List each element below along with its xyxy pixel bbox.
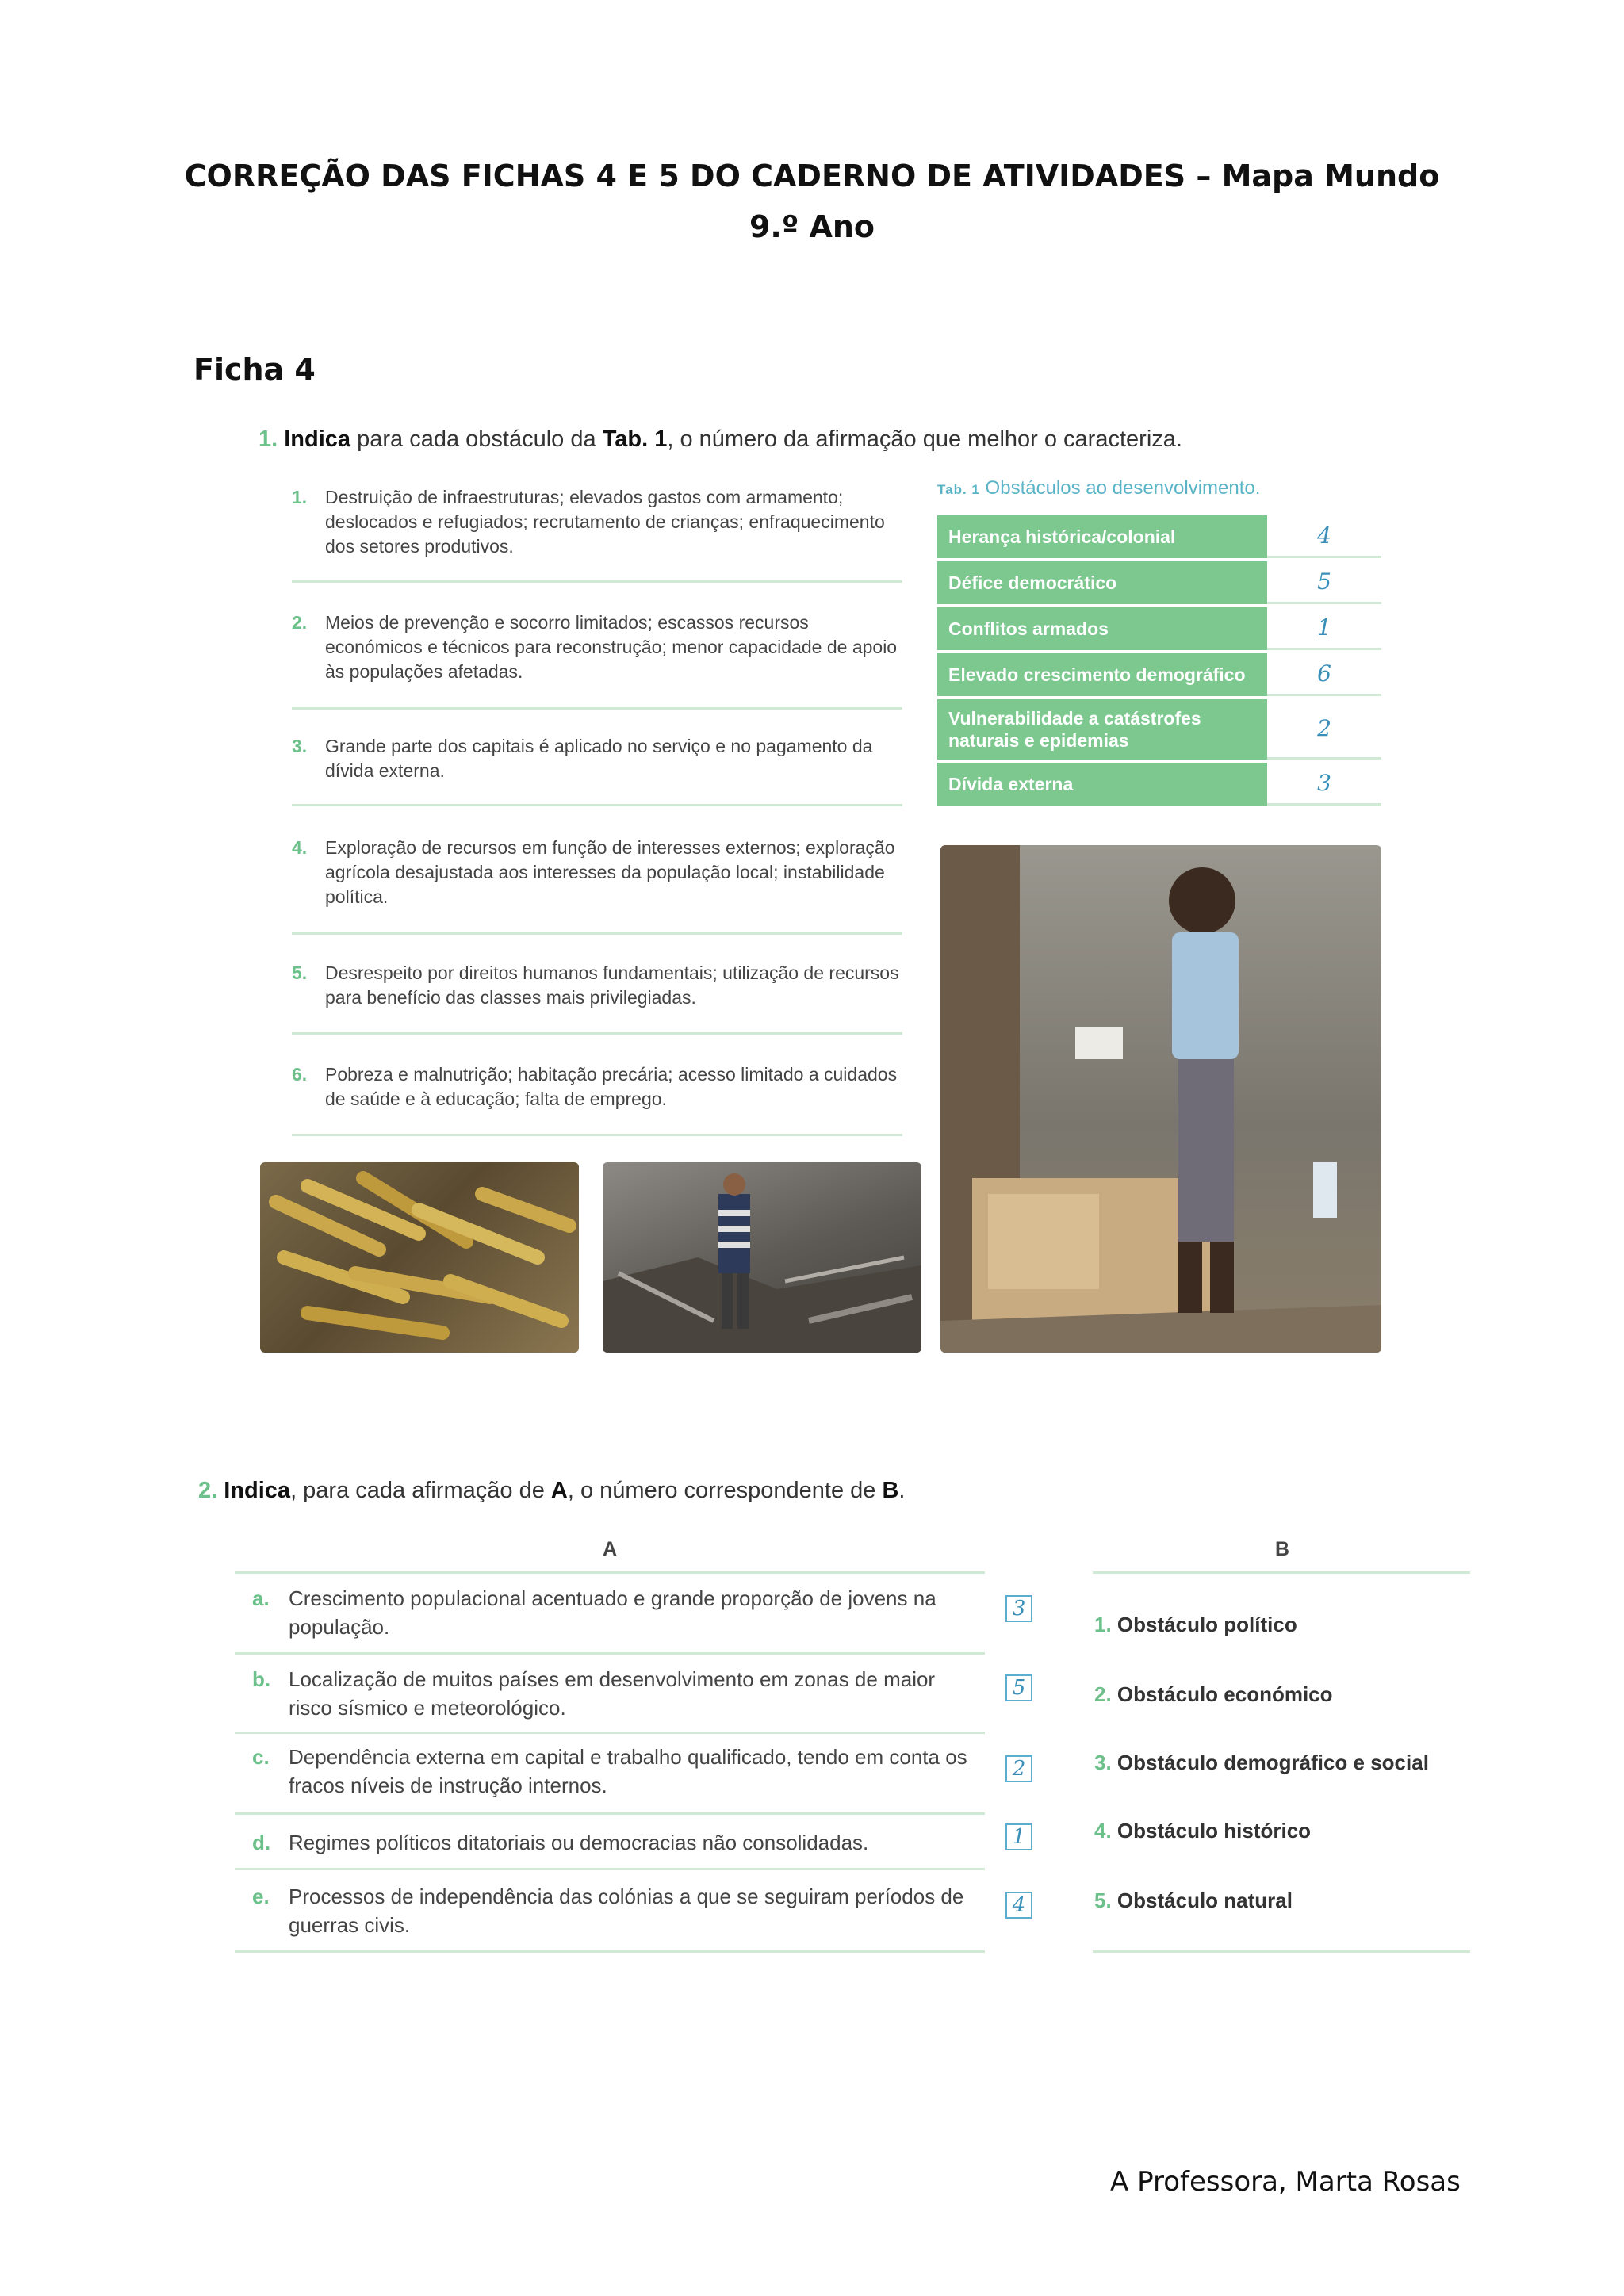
obstacle-cell: Dívida externa [937,763,1267,806]
item-number: 4. [1094,1819,1112,1843]
item-text: Dependência externa em capital e trabalho qualificado, tendo em conta os fracos níveis de instrução internos. [289,1745,967,1797]
debris-icon [603,1162,921,1353]
statement-item [292,610,909,684]
question-2-prompt [198,1478,905,1504]
answer-cell: 3 [1267,763,1381,806]
item-letter: b. [252,1667,271,1691]
answer-box: 3 [1005,1595,1032,1622]
column-a-reference: A [550,1478,568,1503]
item-letter: c. [252,1745,270,1769]
statement-text: Destruição de infraestruturas; elevados gastos com armamento; deslocados e refugiados; recrutamento de crianças; enfraquecimento dos setores produtivos. [325,487,885,557]
statement-text: Meios de prevenção e socorro limitados; escassos recursos económicos e técnicos para reconstrução; menor capacidade de apoio às populações afetadas. [325,612,898,682]
item-number: 5. [1094,1888,1112,1912]
divider [235,1652,985,1655]
column-b-item [1094,1751,1429,1775]
prompt-text: , o número correspondente de [567,1478,883,1503]
table-caption-text: Obstáculos ao desenvolvimento. [985,477,1261,499]
table-row [937,699,1381,760]
question-verb: Indica [284,427,351,452]
statement-number: 6. [292,1064,308,1085]
child-photo [940,845,1381,1353]
table-row [937,515,1381,558]
divider [235,1732,985,1734]
column-b-item [1094,1819,1311,1843]
item-text: Processos de independência das colónias a que se seguiram períodos de guerras civis. [289,1885,964,1937]
column-a-item [235,1584,983,1641]
question-verb: Indica [224,1478,291,1503]
table-row [937,607,1381,650]
column-b-item [1094,1682,1333,1707]
item-letter: d. [252,1831,271,1854]
answer-cell: 1 [1267,607,1381,650]
question-number: 2. [198,1478,218,1503]
column-b-item [1094,1888,1293,1913]
answer-cell: 6 [1267,653,1381,696]
prompt-text: para cada obstáculo da [350,427,603,452]
statement-text: Pobreza e malnutrição; habitação precária; acesso limitado a cuidados de saúde e à educação; falta de emprego. [325,1064,898,1109]
disaster-photo [603,1162,921,1353]
divider [235,1868,985,1870]
divider [235,1950,985,1953]
obstacle-cell: Elevado crescimento demográfico [937,653,1267,696]
divider [292,707,902,710]
column-a-item [235,1665,983,1722]
statement-item [292,961,909,1010]
section-title: Ficha 4 [193,352,316,387]
statement-number: 5. [292,962,308,983]
item-text: Obstáculo político [1116,1613,1297,1636]
statement-item [292,734,909,783]
column-b-item [1094,1613,1297,1637]
obstacle-cell: Défice democrático [937,561,1267,604]
item-text: Regimes políticos ditatoriais ou democracias não consolidadas. [289,1831,869,1854]
column-a-item [235,1828,983,1857]
divider [1093,1571,1470,1574]
item-number: 2. [1094,1682,1112,1706]
statement-text: Desrespeito por direitos humanos fundamentais; utilização de recursos para benefício das classes mais privilegiadas. [325,962,899,1008]
prompt-text: , o número da afirmação que melhor o caracteriza. [667,427,1182,452]
statement-number: 2. [292,612,308,633]
signature: A Professora, Marta Rosas [1110,2166,1461,2198]
statement-number: 3. [292,736,308,756]
document-title: CORREÇÃO DAS FICHAS 4 E 5 DO CADERNO DE ATIVIDADES – Mapa Mundo [184,159,1440,193]
column-b-reference: B [882,1478,899,1503]
item-text: Localização de muitos países em desenvolvimento em zonas de maior risco sísmico e meteorológico. [289,1667,936,1720]
divider [292,932,902,935]
divider [292,804,902,806]
document-subtitle: 9.º Ano [749,209,875,244]
item-text: Obstáculo económico [1116,1682,1333,1706]
item-text: Obstáculo natural [1116,1888,1293,1912]
statement-number: 1. [292,487,308,507]
divider [235,1812,985,1815]
statement-item [292,485,909,559]
prompt-text: , para cada afirmação de [290,1478,551,1503]
column-a-item [235,1743,983,1800]
obstacle-cell: Vulnerabilidade a catástrofes naturais e epidemias [937,699,1267,760]
answer-box: 1 [1005,1823,1032,1850]
divider [235,1571,985,1574]
answer-box: 2 [1005,1755,1032,1782]
answer-box: 4 [1005,1892,1032,1919]
table-label: Tab. 1 [937,482,980,497]
child-poverty-icon [940,845,1381,1353]
divider [292,1032,902,1035]
obstacle-cell: Conflitos armados [937,607,1267,650]
column-b-header: B [1275,1538,1290,1560]
prompt-text: . [898,1478,906,1503]
bullets-photo [260,1162,579,1353]
ammunition-icon [260,1162,579,1353]
item-text: Obstáculo histórico [1116,1819,1312,1843]
table-caption [937,477,1260,499]
answer-box: 5 [1005,1674,1032,1701]
item-number: 3. [1094,1751,1112,1774]
statement-text: Exploração de recursos em função de interesses externos; exploração agrícola desajustada aos interesses da população local; instabilidade política. [325,837,895,907]
item-letter: e. [252,1885,270,1908]
item-text: Obstáculo demográfico e social [1116,1751,1429,1774]
divider [1093,1950,1470,1953]
obstacle-cell: Herança histórica/colonial [937,515,1267,558]
column-a-item [235,1882,983,1939]
statement-item [292,1062,909,1112]
answer-cell: 2 [1267,699,1381,760]
item-number: 1. [1094,1613,1112,1636]
divider [292,580,902,583]
column-a-header: A [603,1538,618,1560]
question-1-prompt [259,427,1182,453]
statement-number: 4. [292,837,308,858]
question-number: 1. [259,427,278,452]
table-row [937,561,1381,604]
statement-text: Grande parte dos capitais é aplicado no serviço e no pagamento da dívida externa. [325,736,873,781]
answer-cell: 5 [1267,561,1381,604]
statement-item [292,836,909,909]
table-row [937,763,1381,806]
table-row [937,653,1381,696]
item-text: Crescimento populacional acentuado e grande proporção de jovens na população. [289,1586,936,1639]
table-reference: Tab. 1 [602,427,668,452]
item-letter: a. [252,1586,270,1610]
answer-cell: 4 [1267,515,1381,558]
divider [292,1134,902,1136]
